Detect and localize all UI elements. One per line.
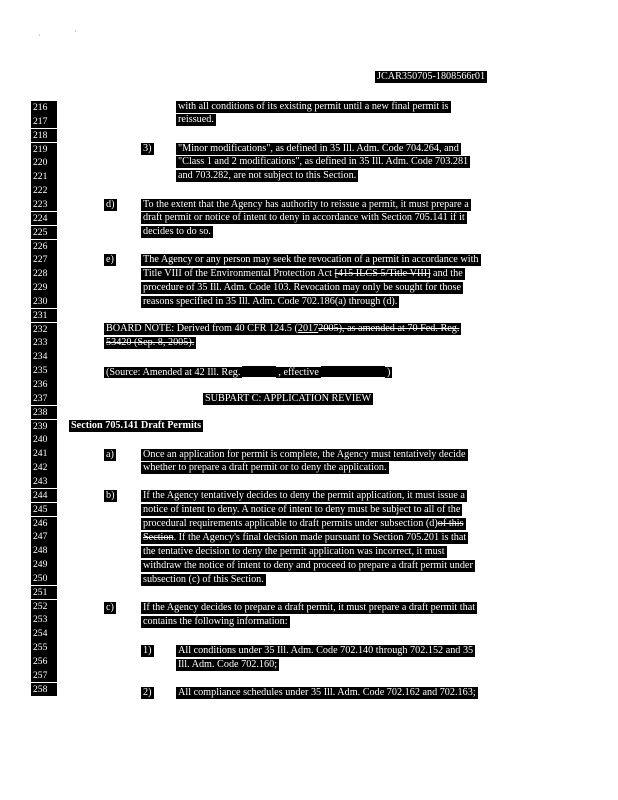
text-line: procedure of 35 Ill. Adm. Code 103. Revocation may only be sought for those: [143, 282, 462, 293]
text-line: whether to prepare a draft permit or to deny the application.: [143, 462, 387, 473]
line-number: 233: [31, 336, 57, 350]
line-number: 216: [31, 101, 57, 115]
text-line: All compliance schedules under 35 Ill. Adm. Code 702.162 and 702.163;: [178, 687, 476, 698]
line-number: 249: [31, 558, 57, 572]
text-line: notice of intent to deny. A notice of intent to deny must be subject to all of the: [143, 504, 461, 515]
line-number: 252: [31, 600, 57, 614]
list-label: b): [106, 490, 115, 501]
line-number: 234: [31, 350, 57, 364]
line-number: 248: [31, 544, 57, 558]
line-number: 254: [31, 627, 57, 641]
list-label: 1): [143, 645, 152, 656]
line-number: 258: [31, 683, 57, 697]
line-number: 220: [31, 156, 57, 170]
line-number: 256: [31, 655, 57, 669]
line-number: 224: [31, 212, 57, 226]
list-label: d): [106, 199, 115, 210]
text-line: If the Agency tentatively decides to deny the permit application, it must issue a: [143, 490, 465, 501]
text-line: withdraw the notice of intent to deny and proceed to prepare a draft permit under: [143, 560, 473, 571]
line-number: 255: [31, 641, 57, 655]
text-line: "Class 1 and 2 modifications", as defined in 35 Ill. Adm. Code 703.281: [178, 156, 469, 167]
line-number: 239: [31, 420, 57, 434]
line-number: 245: [31, 503, 57, 517]
text-line: Ill. Adm. Code 702.160;: [178, 659, 278, 670]
text-line: subsection (c) of this Section.: [143, 574, 264, 585]
text-line: draft permit or notice of intent to deny in accordance with Section 705.141 if it: [143, 212, 465, 223]
text-line: "Minor modifications", as defined in 35 Ill. Adm. Code 704.264, and: [178, 143, 459, 154]
list-label: 2): [143, 687, 152, 698]
line-number: 236: [31, 378, 57, 392]
line-number: 228: [31, 267, 57, 281]
line-number: 250: [31, 572, 57, 586]
document-reference: JCAR350705-1808566r01: [377, 71, 486, 82]
text-line: Once an application for permit is complete, the Agency must tentatively decide: [143, 449, 466, 460]
section-heading: Section 705.141 Draft Permits: [71, 420, 202, 431]
text-line: All conditions under 35 Ill. Adm. Code 702.140 through 702.152 and 35: [178, 645, 474, 656]
list-label: a): [106, 449, 114, 460]
line-number: 231: [31, 309, 57, 323]
line-number: 226: [31, 240, 57, 254]
line-number: 244: [31, 489, 57, 503]
line-number: 221: [31, 170, 57, 184]
source-note: (Source: Amended at 42 Ill. Reg. , effective ): [106, 367, 391, 378]
board-note: BOARD NOTE: Derived from 40 CFR 124.5 (20172005), as amended at 70 Fed. Reg.: [106, 323, 460, 334]
line-number: 247: [31, 530, 57, 544]
text-line: Title VIII of the Environmental Protection Act [415 ILCS 5/Title VIII] and the: [143, 268, 463, 279]
line-number: 230: [31, 295, 57, 309]
scan-speck: ·: [74, 27, 77, 36]
subpart-heading: SUBPART C: APPLICATION REVIEW: [205, 393, 372, 404]
text-line: reasons specified in 35 Ill. Adm. Code 702.186(a) through (d).: [143, 296, 398, 307]
text-line: To the extent that the Agency has authority to reissue a permit, it must prepare a: [143, 199, 469, 210]
text-line: reissued.: [178, 114, 214, 125]
line-number: 222: [31, 184, 57, 198]
text-line: and 703.282, are not subject to this Section.: [178, 170, 357, 181]
text-line: contains the following information:: [143, 616, 288, 627]
line-number: 217: [31, 115, 57, 129]
line-number: 253: [31, 613, 57, 627]
text-line: the tentative decision to deny the permit application was incorrect, it must: [143, 546, 445, 557]
line-number: 227: [31, 253, 57, 267]
line-number: 243: [31, 475, 57, 489]
line-number: 242: [31, 461, 57, 475]
list-label: c): [106, 602, 114, 613]
line-number: 238: [31, 406, 57, 420]
list-label: e): [106, 254, 114, 265]
line-number: 232: [31, 323, 57, 337]
line-number: 219: [31, 143, 57, 157]
text-line: Section. If the Agency's final decision made pursuant to Section 705.201 is that: [143, 532, 467, 543]
line-number: 218: [31, 129, 57, 143]
text-line: If the Agency decides to prepare a draft permit, it must prepare a draft permit that: [143, 602, 476, 613]
text-line: with all conditions of its existing permit until a new final permit is: [178, 101, 449, 112]
line-number: 251: [31, 586, 57, 600]
line-number: 257: [31, 669, 57, 683]
line-number: 241: [31, 447, 57, 461]
scan-speck: ·: [38, 31, 41, 40]
text-line: The Agency or any person may seek the revocation of a permit in accordance with: [143, 254, 479, 265]
line-number: 225: [31, 226, 57, 240]
line-number: 237: [31, 392, 57, 406]
list-label: 3): [143, 143, 152, 154]
text-line: decides to do so.: [143, 226, 211, 237]
line-number: 235: [31, 364, 57, 378]
text-line: procedural requirements applicable to draft permits under subsection (d)of this: [143, 518, 464, 529]
line-number: 229: [31, 281, 57, 295]
line-number: 223: [31, 198, 57, 212]
board-note: 53420 (Sep. 8, 2005).: [106, 337, 195, 348]
line-number: 246: [31, 517, 57, 531]
line-number: 240: [31, 433, 57, 447]
